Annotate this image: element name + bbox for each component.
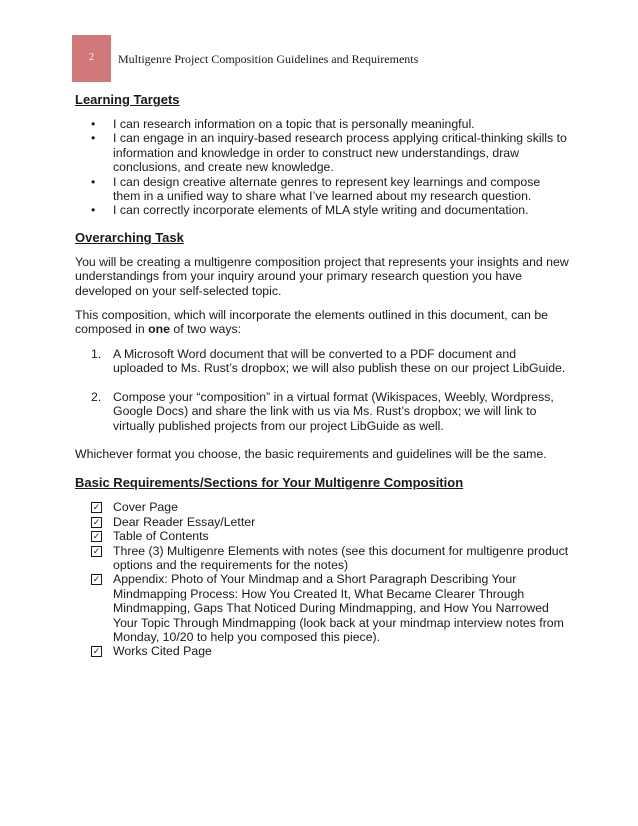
bullet-icon: • [91, 174, 96, 189]
list-item: 2. Compose your “composition” in a virtual format (Wikispaces, Weebly, Wordpress, Google Docs) and share the link with us via Ms. Rust’s dropbox; we will link to virtually published projects from our project LibGuide as well. [91, 389, 554, 433]
page-number: 2 [89, 52, 94, 64]
closing-paragraph: Whichever format you choose, the basic requirements and guidelines will be the same. [75, 446, 547, 461]
bullet-icon: • [91, 131, 96, 146]
checkbox-checked-icon: ✓ [92, 516, 101, 527]
list-item: • I can correctly incorporate elements of MLA style writing and documentation. [91, 203, 529, 218]
learning-targets-list [75, 117, 570, 218]
bullet-icon: • [91, 117, 96, 131]
list-item: • I can engage in an inquiry-based research process applying critical-thinking skills to information and knowledge in order to construct new understandings, draw conclusions, and create new knowledge. [91, 131, 567, 175]
composition-paragraph: This composition, which will incorporate the elements outlined in this document, can be composed in one of two ways: [75, 308, 548, 337]
page-header [72, 35, 572, 82]
emphasis-one: one [148, 322, 171, 337]
overarching-task-heading: Overarching Task [75, 229, 184, 245]
format-options-list [75, 347, 570, 433]
task-paragraph: You will be creating a multigenre composition project that represents your insights and new understandings from your inquiry around your primary research question you have developed on your self-selected topic. [75, 254, 569, 298]
list-item: ✓ Three (3) Multigenre Elements with notes (see this document for multigenre product options and the requirements for the notes) [92, 543, 569, 572]
list-item: 1. A Microsoft Word document that will be converted to a PDF document and uploaded to Ms. Rust’s dropbox; we will also publish these on our project LibGuide. [91, 346, 566, 376]
document-body [75, 92, 570, 659]
checkbox-checked-icon: ✓ [92, 574, 101, 585]
list-item: ✓ Cover Page [92, 500, 178, 515]
bullet-icon: • [91, 203, 96, 218]
list-item: ✓ Table of Contents [92, 529, 209, 544]
checkbox-checked-icon: ✓ [92, 545, 101, 556]
learning-targets-heading: Learning Targets [75, 92, 180, 107]
list-item: ✓ Works Cited Page [92, 644, 212, 659]
requirements-checklist [75, 500, 570, 658]
checkbox-checked-icon: ✓ [92, 646, 101, 657]
checkbox-checked-icon: ✓ [92, 502, 101, 513]
list-item: ✓ Dear Reader Essay/Letter [92, 514, 256, 529]
page-number-box [72, 35, 111, 82]
list-item: ✓ Appendix: Photo of Your Mindmap and a Short Paragraph Describing Your Mindmapping Process: How You Created It, What Became Clearer Through Mindmapping, Gaps That Noticed During Mindmapping, and How You Narrowed Your Topic Through Mindmapping (look back at your mindmap interview notes from Monday, 10/20 to help you composed this piece). [92, 572, 564, 644]
checkbox-checked-icon: ✓ [92, 531, 101, 542]
basic-requirements-heading: Basic Requirements/Sections for Your Multigenre Composition [75, 475, 464, 491]
list-item: • I can design creative alternate genres to represent key learnings and compose them in a unified way to share what I’ve learned about my research question. [91, 174, 541, 204]
list-item: • I can research information on a topic that is personally meaningful. [91, 117, 475, 131]
header-title: Multigenre Project Composition Guidelines and Requirements [118, 52, 419, 66]
